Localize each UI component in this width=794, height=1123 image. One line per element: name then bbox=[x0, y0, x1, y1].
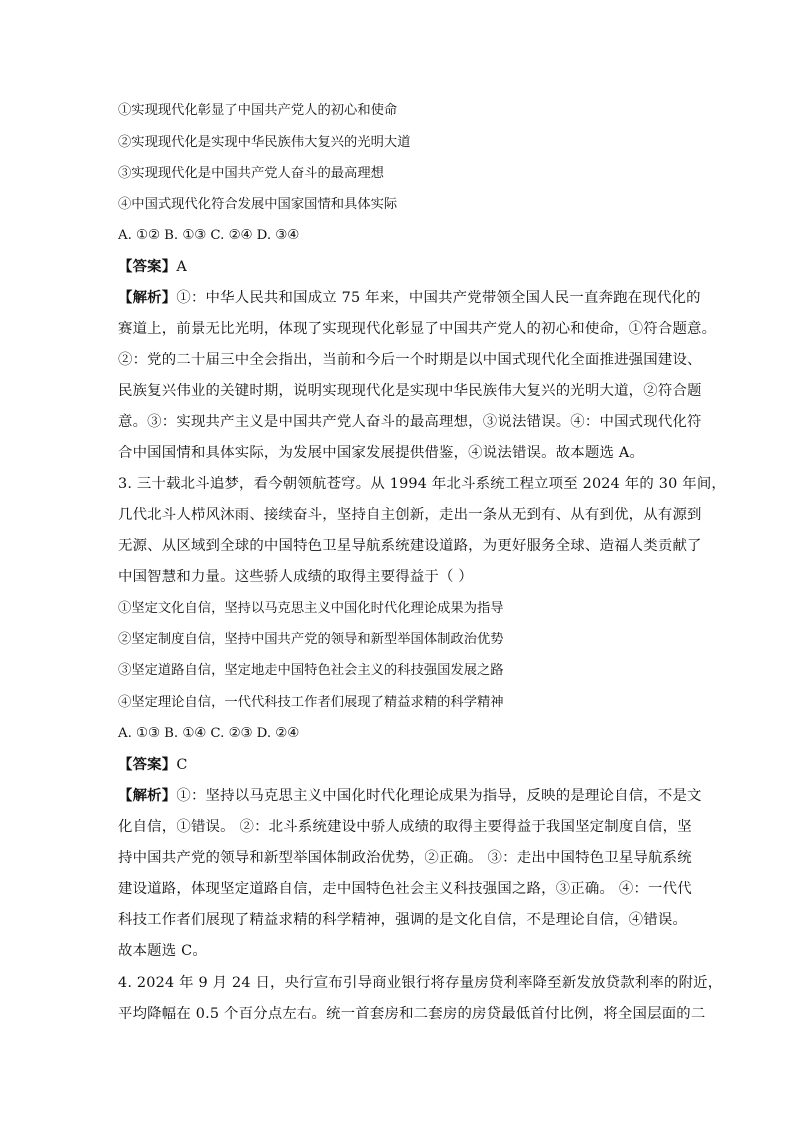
q3-answer-value: C bbox=[176, 757, 188, 773]
q2-analysis-label: 【解析】 bbox=[118, 289, 177, 306]
q3-stem-line-4: 中国智慧和力量。这些骄人成绩的取得主要得益于（ ） bbox=[118, 569, 473, 585]
q2-choices: A. ①② B. ①③ C. ②④ D. ③④ bbox=[118, 228, 300, 243]
q2-analysis-line-5: 意。③：实现共产主义是中国共产党人奋斗的最高理想，③说法错误。④：中国式现代化符 bbox=[118, 414, 702, 430]
q3-analysis-line-5: 科技工作者们展现了精益求精的科学精神，强调的是文化自信，不是理论自信，④错误。 bbox=[118, 912, 688, 928]
q2-option-4: ④中国式现代化符合发展中国家国情和具体实际 bbox=[118, 197, 398, 212]
q3-stem-line-1: 3. 三十载北斗追梦，看今朝领航苍穹。从 1994 年北斗系统工程立项至 2024 年的 30 年间， bbox=[118, 476, 727, 492]
q2-analysis-line-6: 合中国国情和具体实际，为发展中国家发展提供借鉴，④说法错误。故本题选 A。 bbox=[118, 445, 645, 461]
q2-analysis-line-4: 民族复兴伟业的关键时期，说明实现现代化是实现中华民族伟大复兴的光明大道，②符合题 bbox=[118, 383, 702, 399]
q3-analysis-line-3: 持中国共产党的领导和新型举国体制政治优势，②正确。 ③：走出中国特色卫星导航系统 bbox=[118, 850, 692, 866]
q3-analysis-line-2: 化自信，①错误。 ②：北斗系统建设中骄人成绩的取得主要得益于我国坚定制度自信，坚 bbox=[118, 819, 692, 835]
q3-answer-label: 【答案】 bbox=[118, 756, 177, 773]
q2-option-3: ③实现现代化是中国共产党人奋斗的最高理想 bbox=[118, 166, 384, 181]
q2-analysis-line-3: ②：党的二十届三中全会指出，当前和今后一个时期是以中国式现代化全面推进强国建设、 bbox=[118, 352, 702, 368]
q3-stem-line-3: 无源、从区域到全球的中国特色卫星导航系统建设道路，为更好服务全球、造福人类贡献了 bbox=[118, 538, 702, 554]
q2-analysis-line-2: 赛道上，前景无比光明，体现了实现现代化彰显了中国共产党人的初心和使命，①符合题意。 bbox=[118, 321, 717, 337]
q3-stem-line-2: 几代北斗人栉风沐雨、接续奋斗，坚持自主创新，走出一条从无到有、从有到优，从有源到 bbox=[118, 507, 702, 523]
q3-analysis-label: 【解析】 bbox=[118, 787, 177, 804]
q3-option-4: ④坚定理论自信，一代代科技工作者们展现了精益求精的科学精神 bbox=[118, 695, 504, 710]
q2-option-1: ①实现现代化彰显了中国共产党人的初心和使命 bbox=[118, 103, 398, 118]
q3-answer bbox=[118, 755, 188, 775]
q3-analysis-line-1 bbox=[118, 786, 702, 806]
q4-stem-line-2: 平均降幅在 0.5 个百分点左右。统一首套房和二套房的房贷最低首付比例，将全国层面的二 bbox=[118, 1006, 706, 1022]
q2-answer-value: A bbox=[176, 259, 187, 275]
q3-choices: A. ①③ B. ①④ C. ②③ D. ②④ bbox=[118, 726, 300, 741]
q2-option-2: ②实现现代化是实现中华民族伟大复兴的光明大道 bbox=[118, 135, 411, 150]
q2-analysis-text: ①：中华人民共和国成立 75 年来，中国共产党带领全国人民一直奔跑在现代化的 bbox=[176, 290, 701, 306]
q2-analysis-line-1 bbox=[118, 288, 701, 308]
q2-answer-label: 【答案】 bbox=[118, 258, 177, 275]
q2-answer bbox=[118, 257, 187, 277]
q3-analysis-text: ①：坚持以马克思主义中国化时代化理论成果为指导，反映的是理论自信，不是文 bbox=[176, 788, 702, 804]
q3-option-3: ③坚定道路自信，坚定地走中国特色社会主义的科技强国发展之路 bbox=[118, 663, 504, 678]
q3-option-2: ②坚定制度自信，坚持中国共产党的领导和新型举国体制政治优势 bbox=[118, 632, 504, 647]
q3-analysis-line-4: 建设道路，体现坚定道路自信，走中国特色社会主义科技强国之路，③正确。 ④：一代代 bbox=[118, 881, 692, 897]
q3-analysis-line-6: 故本题选 C。 bbox=[118, 943, 207, 959]
q3-option-1: ①坚定文化自信，坚持以马克思主义中国化时代化理论成果为指导 bbox=[118, 601, 504, 616]
q4-stem-line-1: 4. 2024 年 9 月 24 日，央行宣布引导商业银行将存量房贷利率降至新发放贷款利率的附近， bbox=[118, 975, 723, 991]
